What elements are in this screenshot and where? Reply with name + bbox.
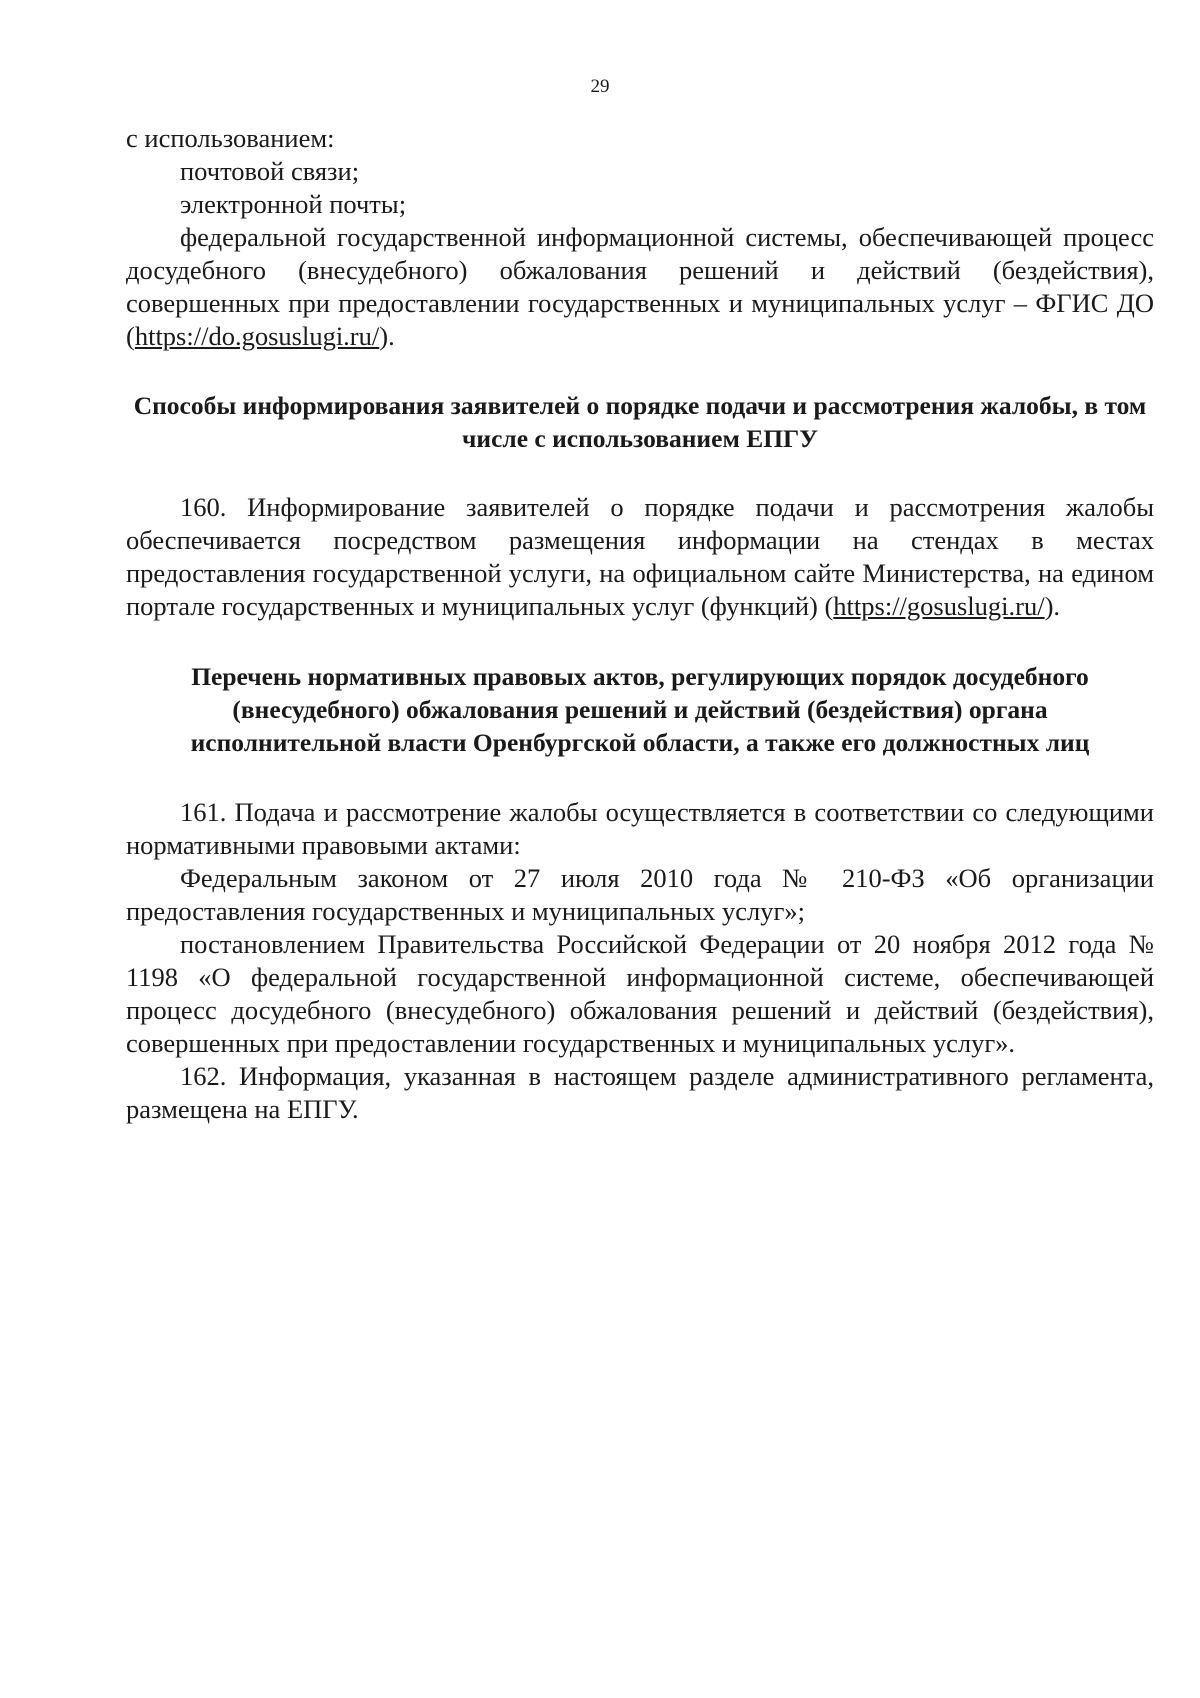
list-item-postal: почтовой связи; [180, 156, 360, 186]
section-heading-informing: Способы информирования заявителей о порядке подачи и рассмотрения жалобы, в том числе с использованием ЕПГУ [133, 391, 1147, 453]
list-item-email: электронной почты; [180, 189, 407, 219]
paragraph-intro: с использованием: [126, 123, 335, 153]
paragraph-161: 161. Подача и рассмотрение жалобы осуществляется в соответствии со следующими нормативными правовыми актами: [126, 797, 1154, 860]
fgis-link[interactable]: https://do.gosuslugi.ru/ [134, 321, 380, 351]
paragraph-160-tail: ). [1044, 591, 1061, 621]
paragraph-161-law: Федеральным законом от 27 июля 2010 года № 210-ФЗ «Об организации предоставления государственных и муниципальных услуг»; [126, 863, 1154, 926]
list-item-fgis [126, 221, 1154, 353]
paragraph-162: 162. Информация, указанная в настоящем разделе административного регламента, размещена на ЕПГУ. [126, 1061, 1154, 1124]
paragraph-161-resolution: постановлением Правительства Российской Федерации от 20 ноября 2012 года № 1198 «О федеральной государственной информационной системе, обеспечивающей процесс досудебного (внесудебного) обжалования решений и действий (бездействия), совершенных при предоставлении государственных и муниципальных услуг». [126, 929, 1154, 1058]
fgis-text: федеральной государственной информационной системы, обеспечивающей процесс досудебного (внесудебного) обжалования решений и действий (бездействия), совершенных при предоставлении государственных и муниципальных услуг – ФГИС ДО ( [126, 222, 1154, 351]
fgis-tail: ). [379, 321, 395, 351]
gosuslugi-link[interactable]: https://gosuslugi.ru/ [833, 591, 1045, 621]
section-heading-legal-acts: Перечень нормативных правовых актов, регулирующих порядок досудебного (внесудебного) обжалования решений и действий (бездействия) органа исполнительной власти Оренбургской области, а также его должностных лиц [190, 662, 1090, 757]
paragraph-160 [126, 491, 1154, 623]
document-body [126, 122, 1154, 1126]
paragraph-160-text: 160. Информирование заявителей о порядке подачи и рассмотрения жалобы обеспечивается посредством размещения информации на стендах в местах предоставления государственной услуги, на официальном сайте Министерства, на едином портале государственных и муниципальных услуг (функций) ( [126, 492, 1154, 621]
page-number: 29 [590, 76, 610, 97]
